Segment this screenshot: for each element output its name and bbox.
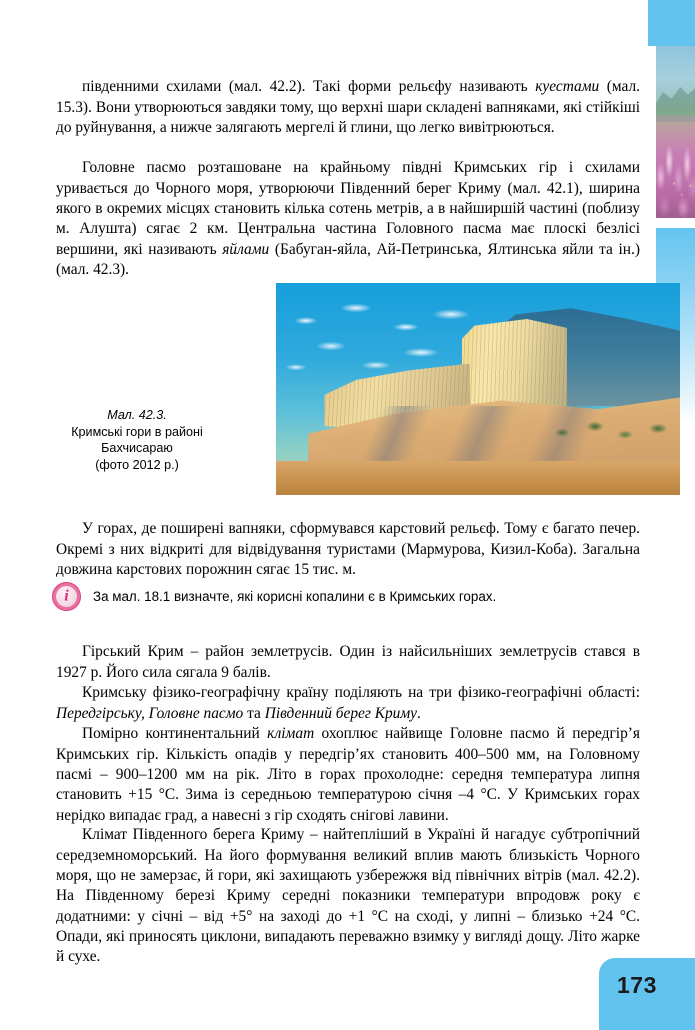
paragraph-5-text-a: Кримську фізико-географічну країну поділяють на три фізико-географічні області:	[82, 684, 640, 702]
figure-caption	[48, 407, 226, 473]
info-icon	[52, 582, 81, 611]
paragraph-6-text-a: Помірно континентальний	[82, 725, 268, 743]
figure-caption-line-3: (фото 2012 р.)	[95, 457, 179, 472]
paragraph-5-emphasis-regions-b: Південний берег Криму	[264, 704, 418, 722]
paragraph-5-emphasis-regions-a: Передгірську, Головне пасмо	[56, 704, 244, 722]
paragraph-7-text: Клімат Південного берега Криму – найтепліший в Україні й нагадує субтропічний середземноморський. На його формування великий вплив мають близькість Чорного моря, що не замерзає, й гори, які захищають узбережжя від північних вітрів (мал. 42.2). На Південному березі Криму середні показники температури впродовж року є додатними: у січні – від +5° на заході до +1 °С на сході, у липні – близько +24 °С. Опади, які приносять циклони, випадають переважно взимку у вигляді дощу. Літо жарке й сухе.	[56, 826, 640, 966]
page-number-block	[599, 958, 695, 1030]
figure-caption-line-1: Кримські гори в районі	[71, 424, 203, 439]
paragraph-1	[56, 77, 640, 138]
info-icon-glyph: i	[64, 587, 69, 604]
paragraph-6	[56, 724, 640, 825]
rail-lavender-photo	[656, 46, 695, 218]
paragraph-1-text-a: південними схилами (мал. 42.2). Такі форми рельєфу називають	[82, 78, 536, 96]
figure-crimean-mountains-photo	[276, 283, 680, 495]
rail-photo-flower-highlights	[656, 170, 695, 215]
paragraph-2	[56, 158, 640, 280]
rail-top-blue-bar	[648, 0, 695, 46]
paragraph-4	[56, 642, 640, 683]
figure-foreground	[276, 461, 680, 495]
decorative-side-rail	[648, 0, 695, 1030]
paragraph-5-text-c: .	[417, 704, 421, 722]
paragraph-1-emphasis-kuesty: куестами	[535, 78, 600, 96]
info-callout-text: За мал. 18.1 визначте, які корисні копалини є в Кримських горах.	[93, 589, 497, 604]
figure-caption-number: Мал. 42.3.	[107, 408, 167, 422]
paragraph-7	[56, 825, 640, 967]
info-callout	[52, 582, 640, 611]
paragraph-4-text: Гірський Крим – район землетрусів. Один із найсильніших землетрусів стався в 1927 р. Його сила сягала 9 балів.	[56, 643, 640, 681]
paragraph-3-text: У горах, де поширені вапняки, сформувався карстовий рельєф. Тому є багато печер. Окремі з них відкриті для відвідування туристами (Мармурова, Кизил-Коба). Загальна довжина карстових порожнин сягає 15 тис. м.	[56, 520, 640, 578]
paragraph-2-text-b: (Бабуган-яйла, Ай-Петринська, Ялтинська яйли та ін.) (мал. 42.3).	[56, 240, 640, 278]
paragraph-2-text-a: Головне пасмо розташоване на крайньому півдні Кримських гір і схилами уривається до Чорного моря, утворюючи Південний берег Криму (мал. 42.1), ширина якого в окремих місцях становить кілька сотень метрів, а в найширшій частині (поблизу м. Алушта) сягає 2 км. Центральна частина Головного пасма має плоскі безлісі вершини, які називають	[56, 159, 640, 258]
figure-caption-line-2: Бахчисараю	[101, 441, 173, 455]
figure-trees	[543, 402, 680, 453]
paragraph-5	[56, 683, 640, 724]
paragraph-5-text-b: та	[243, 704, 265, 722]
paragraph-1-text-b: (мал. 15.3). Вони утворюються завдяки тому, що верхні шари складені вапняками, які стійкіші до руйнування, а нижче залягають мергелі й глини, що легко вивітрюються.	[56, 78, 641, 136]
info-icon-inner-disc	[56, 586, 77, 607]
paragraph-3	[56, 519, 640, 580]
paragraph-6-emphasis-klimat: клімат	[267, 725, 315, 743]
paragraph-6-text-b: охоплює найвище Головне пасмо й передгір’я Кримських гір. Кількість опадів у передгір’ях становить 400–500 мм, на Головному пасмі – 900–1200 мм на рік. Літо в горах прохолодне: середня температура липня становить +15 °С. Зима із середньою температурою січня –4 °С. У Кримських горах нерідко випадає град, а навесні з гір сходять снігові лавини.	[56, 725, 640, 824]
page-number: 173	[617, 972, 657, 998]
paragraph-2-emphasis-yaylamy: яйлами	[222, 240, 270, 258]
